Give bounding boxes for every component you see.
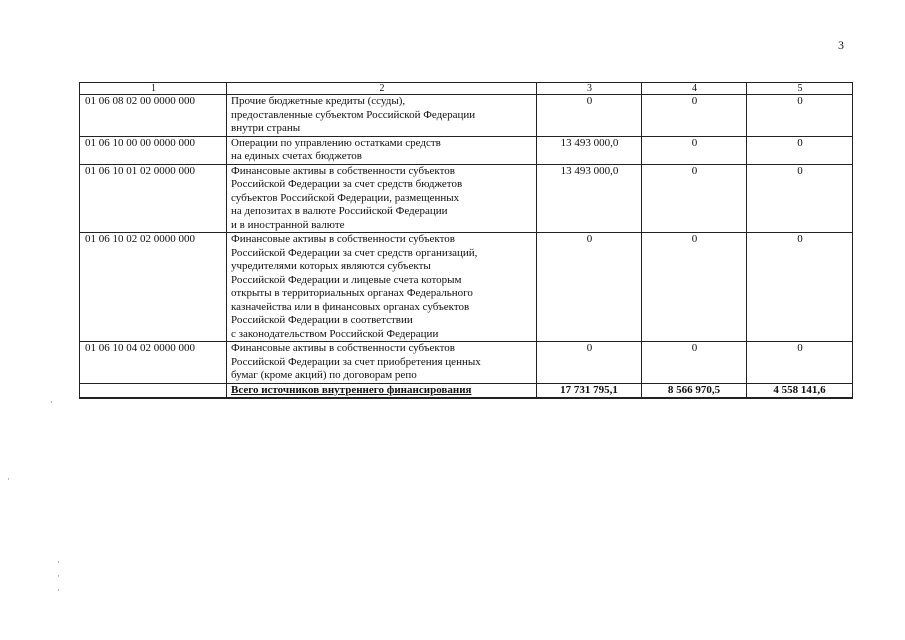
- column-header-5: 5: [747, 83, 853, 95]
- total-col3-cell: 17 731 795,1: [537, 383, 642, 398]
- amount-col3-cell: 13 493 000,0: [537, 136, 642, 164]
- amount-col5-cell: 0: [747, 342, 853, 384]
- amount-col4-cell: 0: [642, 342, 747, 384]
- source-name-cell: Финансовые активы в собственности субъектов Российской Федерации за счет приобретения ценных бумаг (кроме акций) по договорам репо: [227, 342, 537, 384]
- budget-code-cell: 01 06 10 02 02 0000 000: [80, 233, 227, 342]
- scan-mark: ·: [57, 558, 60, 568]
- table-header-row: [80, 83, 853, 95]
- budget-code-cell: 01 06 10 04 02 0000 000: [80, 342, 227, 384]
- amount-col5-cell: 0: [747, 95, 853, 137]
- table-row: [80, 95, 853, 137]
- amount-col5-cell: 0: [747, 233, 853, 342]
- source-name-cell: Финансовые активы в собственности субъектов Российской Федерации за счет средств организаций, учредителями которых являются субъекты Российской Федерации и лицевые счета которым открыты в территориальных органах Федерального казначейства или в финансовых органах субъектов Российской Федерации в соответствии с законодательством Российской Федерации: [227, 233, 537, 342]
- amount-col5-cell: 0: [747, 164, 853, 233]
- source-name-cell: Финансовые активы в собственности субъектов Российской Федерации за счет средств бюджетов субъектов Российской Федерации, размещенных на депозитах в валюте Российской Федерации и в иностранной валюте: [227, 164, 537, 233]
- scan-mark: ·: [50, 398, 53, 408]
- table-row: [80, 233, 853, 342]
- amount-col4-cell: 0: [642, 164, 747, 233]
- amount-col5-cell: 0: [747, 136, 853, 164]
- scan-mark: ·: [57, 572, 60, 582]
- budget-code-cell: 01 06 08 02 00 0000 000: [80, 95, 227, 137]
- budget-code-cell: 01 06 10 00 00 0000 000: [80, 136, 227, 164]
- total-code-cell: [80, 383, 227, 398]
- amount-col4-cell: 0: [642, 233, 747, 342]
- amount-col4-cell: 0: [642, 136, 747, 164]
- scan-mark: ·: [57, 586, 60, 596]
- column-header-1: 1: [80, 83, 227, 95]
- source-name-cell: Операции по управлению остатками средств на единых счетах бюджетов: [227, 136, 537, 164]
- financing-sources-table-container: [79, 82, 852, 399]
- table-row: [80, 164, 853, 233]
- column-header-4: 4: [642, 83, 747, 95]
- table-row: [80, 342, 853, 384]
- budget-code-cell: 01 06 10 01 02 0000 000: [80, 164, 227, 233]
- column-header-2: 2: [227, 83, 537, 95]
- total-col4-cell: 8 566 970,5: [642, 383, 747, 398]
- total-col5-cell: 4 558 141,6: [747, 383, 853, 398]
- total-label-cell: Всего источников внутреннего финансирования: [227, 383, 537, 398]
- amount-col3-cell: 13 493 000,0: [537, 164, 642, 233]
- scan-mark: ·: [7, 475, 10, 485]
- amount-col4-cell: 0: [642, 95, 747, 137]
- amount-col3-cell: 0: [537, 233, 642, 342]
- page-number: 3: [838, 38, 844, 52]
- financing-sources-table: [79, 82, 853, 399]
- table-row: [80, 136, 853, 164]
- column-header-3: 3: [537, 83, 642, 95]
- total-row: [80, 383, 853, 398]
- amount-col3-cell: 0: [537, 95, 642, 137]
- amount-col3-cell: 0: [537, 342, 642, 384]
- source-name-cell: Прочие бюджетные кредиты (ссуды), предоставленные субъектом Российской Федерации внутри страны: [227, 95, 537, 137]
